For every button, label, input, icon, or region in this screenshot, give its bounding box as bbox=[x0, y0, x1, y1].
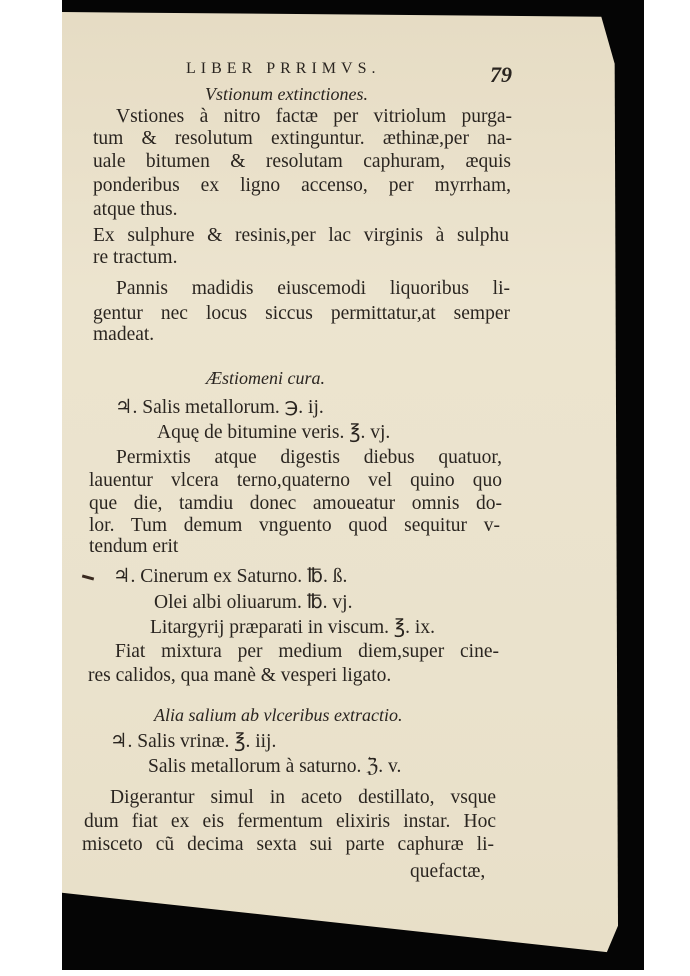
text-line: que die, tamdiu donec amoueatur omnis do- bbox=[89, 493, 502, 514]
text-line: res calidos, qua manè & vesperi ligato. bbox=[88, 665, 392, 686]
text-line: Pannis madidis eiuscemodi liquoribus li- bbox=[116, 278, 510, 299]
text-line: madeat. bbox=[93, 324, 155, 345]
text-line: lor. Tum demum vnguento quod sequitur v- bbox=[89, 515, 500, 536]
recipe-line: ♃. Salis vrinæ. ℥. iij. bbox=[110, 731, 277, 752]
recipe-line: Aquę de bitumine veris. ℥. vj. bbox=[157, 422, 391, 443]
section-heading: Alia salium ab vlceribus extractio. bbox=[154, 705, 403, 725]
recipe-line: Olei albi oliuarum. ℔. vj. bbox=[154, 592, 353, 613]
running-title: LIBER PRRIMVS. bbox=[186, 60, 381, 77]
text-line: ponderibus ex ligno accenso, per myrrham, bbox=[93, 175, 511, 196]
section-heading: Æstiomeni cura. bbox=[206, 368, 325, 388]
recipe-line: ♃. Salis metallorum. ℈. ij. bbox=[115, 397, 324, 418]
text-line: misceto cũ decima sexta sui parte caphuræ li- bbox=[82, 834, 494, 855]
text-line: dum fiat ex eis fermentum elixiris instar. Hoc bbox=[84, 811, 496, 832]
catchword: quefactæ, bbox=[410, 861, 486, 882]
text-line: Digerantur simul in aceto destillato, vsque bbox=[110, 787, 496, 808]
text-line: lauentur vlcera terno,quaterno vel quino quo bbox=[89, 470, 502, 491]
page-number: 79 bbox=[490, 62, 512, 87]
recipe-line: Litargyrij præparati in viscum. ℥. ix. bbox=[150, 617, 435, 638]
text-line: Permixtis atque digestis diebus quatuor, bbox=[116, 447, 502, 468]
text-line: Ex sulphure & resinis,per lac virginis à sulphu bbox=[93, 225, 509, 246]
text-line: uale bitumen & resolutam caphuram, æquis bbox=[93, 151, 511, 172]
text-line: Vstiones à nitro factæ per vitriolum purga- bbox=[116, 106, 512, 127]
text-line: gentur nec locus siccus permittatur,at semper bbox=[93, 303, 510, 324]
section-heading: Vstionum extinctiones. bbox=[205, 84, 368, 104]
text-line: tendum erit bbox=[89, 536, 179, 557]
recipe-line: Salis metallorum à saturno. ℨ. v. bbox=[148, 756, 402, 777]
text-line: tum & resolutum extinguntur. æthinæ,per na- bbox=[93, 128, 512, 149]
text-line: Fiat mixtura per medium diem,super cine- bbox=[115, 641, 499, 662]
text-line: re tractum. bbox=[93, 247, 178, 268]
text-line: atque thus. bbox=[93, 199, 178, 220]
recipe-line: ♃. Cinerum ex Saturno. ℔. ß. bbox=[113, 566, 348, 587]
